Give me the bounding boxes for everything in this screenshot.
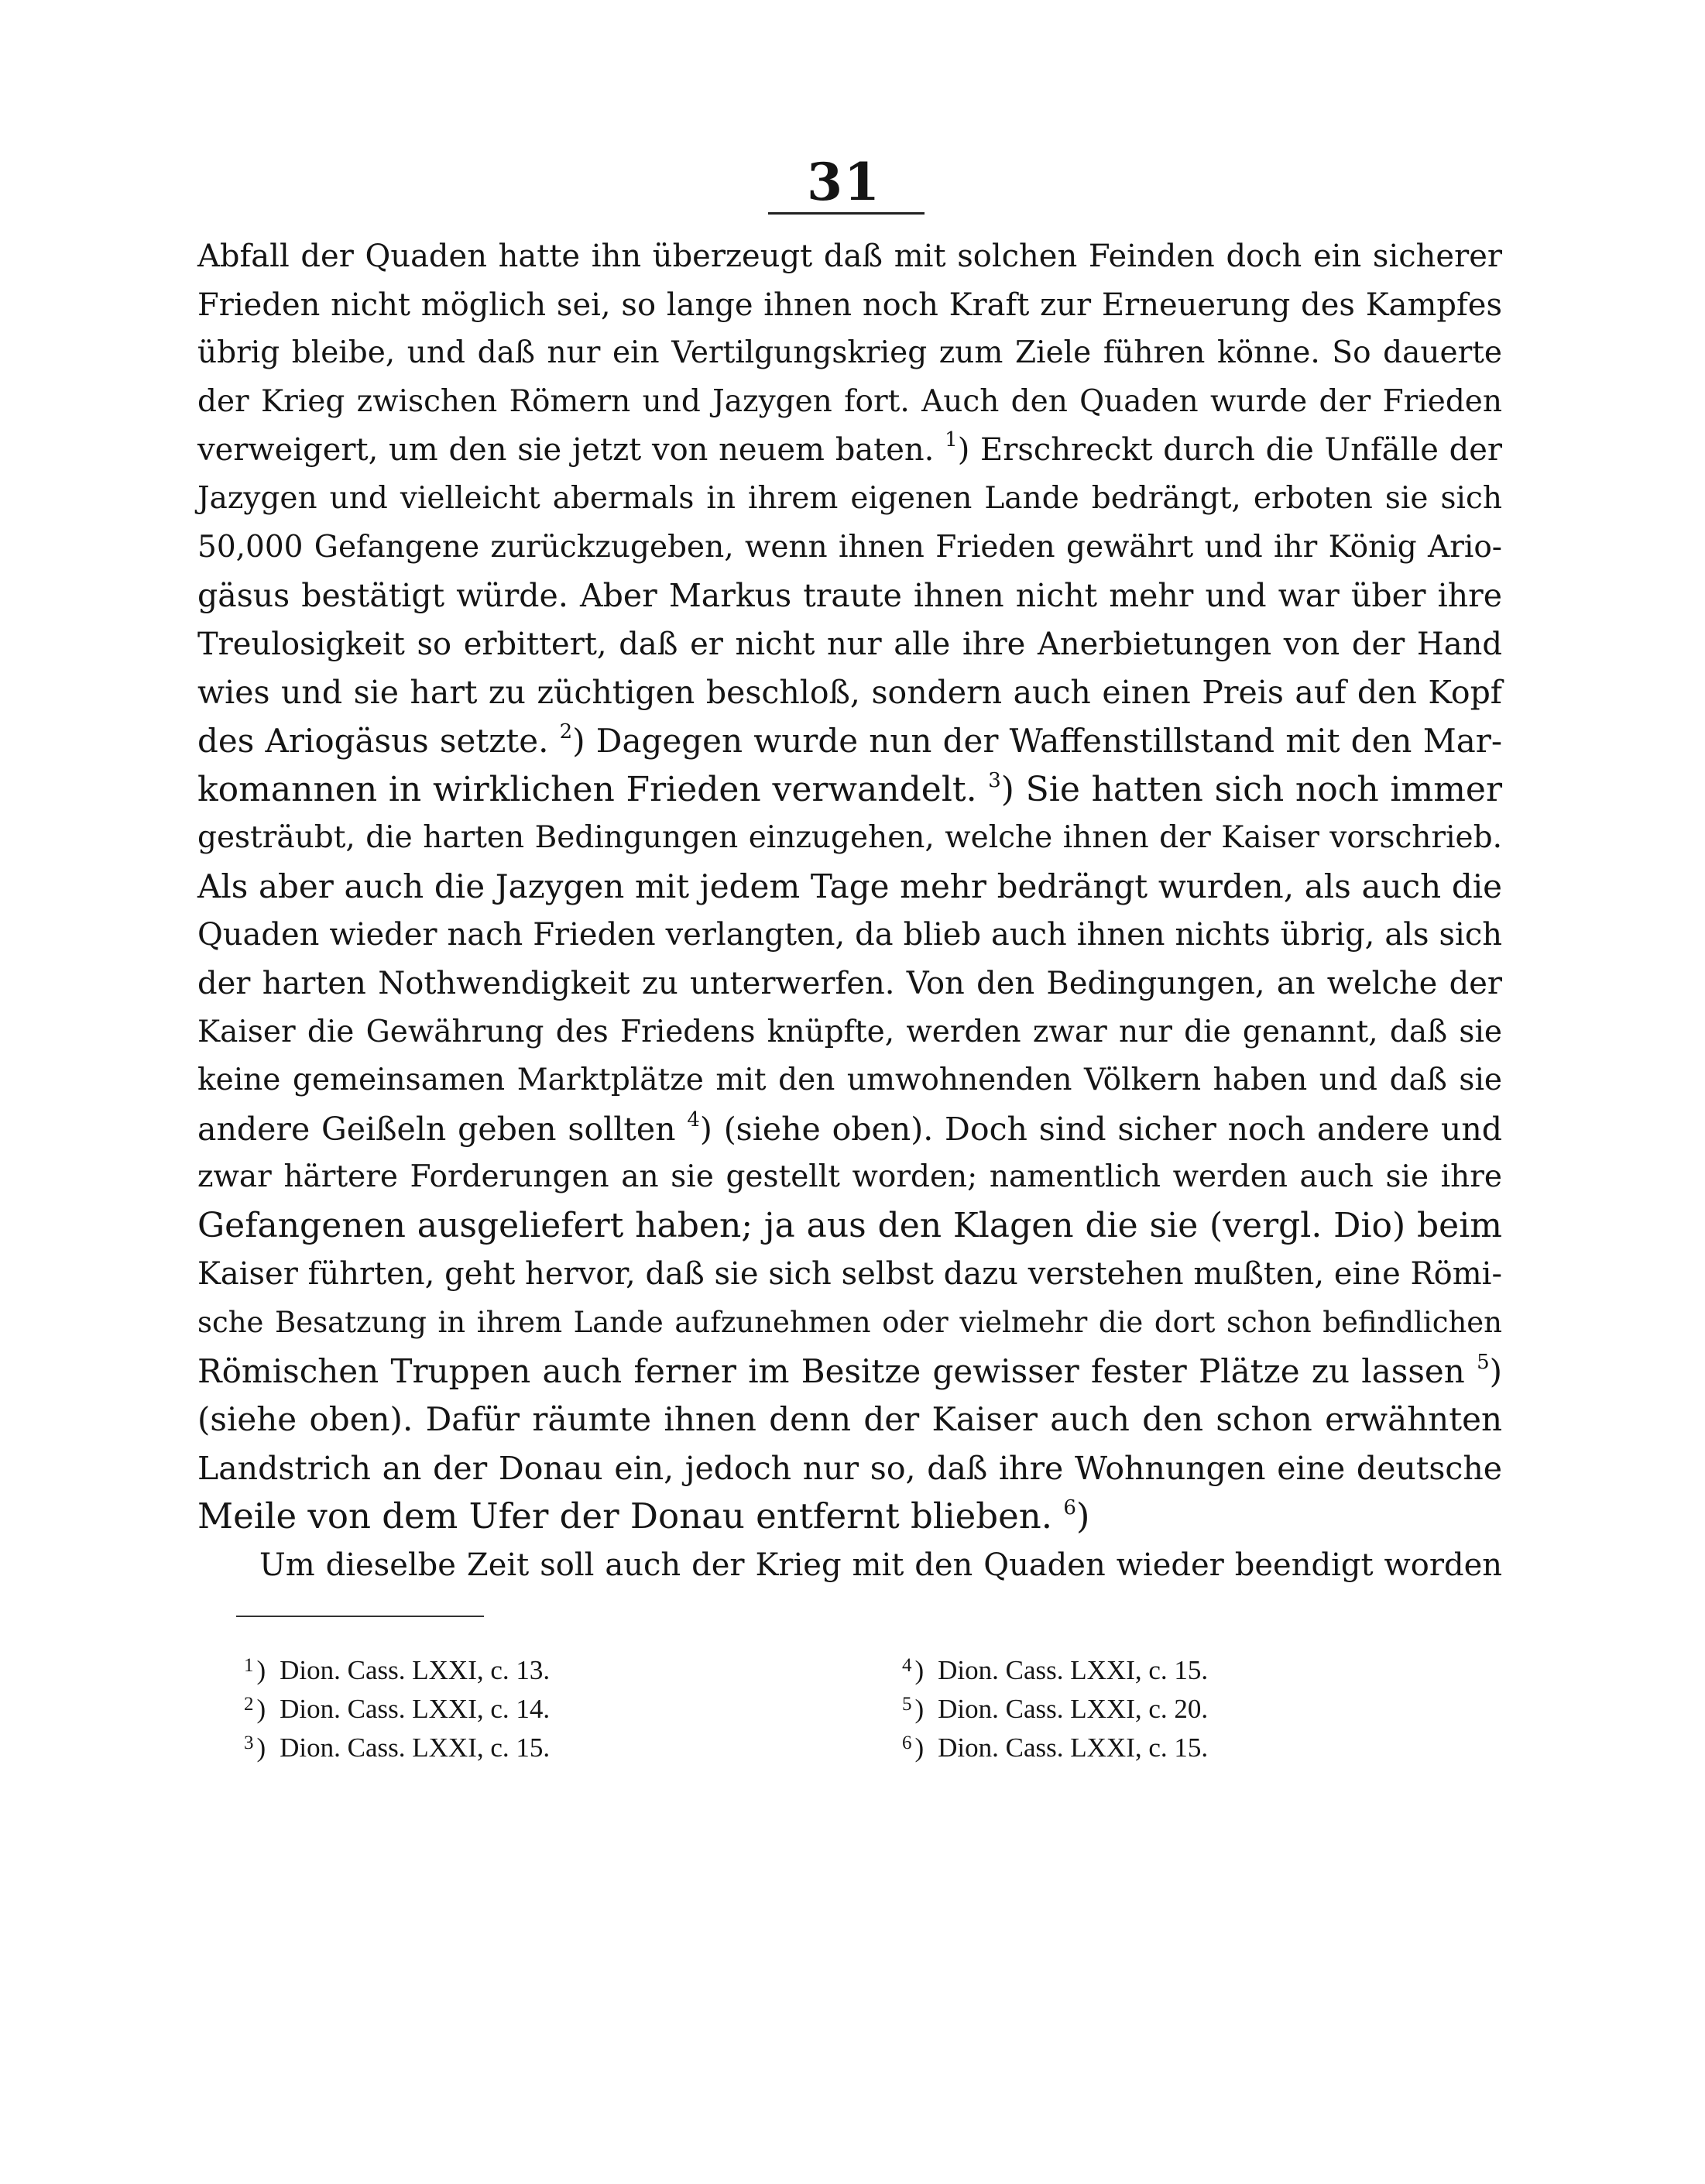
- text-segment: Meile von dem Ufer der Donau entfernt blieben.: [197, 1495, 1064, 1537]
- footnote: [902, 1724, 1460, 1763]
- text-segment: Treulosigkeit so erbittert, daß er nicht nur alle ihre Anerbietungen von der Hand: [197, 626, 1502, 662]
- text-line: [197, 1396, 1502, 1444]
- page-number-rule: [768, 212, 925, 215]
- footnote-number: 4: [902, 1655, 912, 1676]
- text-segment: Landstrich an der Donau ein, jedoch nur so, daß ihre Wohnungen eine deutsche: [197, 1449, 1502, 1487]
- footnote: [244, 1685, 801, 1724]
- text-segment: Kaiser führten, geht hervor, daß sie sich selbst dazu verstehen mußten, eine Römi-: [197, 1256, 1502, 1293]
- page-number: 31: [807, 152, 881, 212]
- text-line: [197, 1492, 1502, 1541]
- text-line: [197, 281, 1502, 330]
- footnote-separator: [236, 1616, 484, 1617]
- text-segment: Als aber auch die Jazygen mit jedem Tage mehr bedrängt wurden, als auch die: [197, 867, 1502, 905]
- text-line: [197, 1202, 1502, 1251]
- text-segment: Jazygen und vielleicht abermals in ihrem eigenen Lande bedrängt, erboten sie sich: [197, 480, 1502, 516]
- text-line: [197, 232, 1502, 281]
- footnote-paren: ): [914, 1694, 925, 1724]
- text-line: [197, 1299, 1502, 1348]
- text-segment: wies und sie hart zu züchtigen beschloß, sondern auch einen Preis auf den Kopf: [197, 674, 1502, 712]
- text-segment: ) Erschreckt durch die Unfälle der: [957, 432, 1503, 469]
- footnote: [244, 1724, 801, 1763]
- text-segment: Römischen Truppen auch ferner im Besitze gewisser fester Plätze zu lassen: [197, 1351, 1477, 1390]
- text-segment: ) Sie hatten sich noch immer: [1000, 769, 1502, 809]
- text-segment: sche Besatzung in ihrem Lande aufzunehmen oder vielmehr die dort schon befindlichen: [197, 1306, 1502, 1340]
- text-segment: ) (siehe oben). Doch sind sicher noch andere und: [699, 1110, 1502, 1148]
- text-segment: Frieden nicht möglich sei, so lange ihnen noch Kraft zur Erneuerung des Kampfes: [197, 287, 1502, 323]
- text-line: [197, 1105, 1502, 1154]
- text-line: [197, 620, 1502, 669]
- text-segment: ): [1489, 1351, 1502, 1390]
- text-segment: Abfall der Quaden hatte ihn überzeugt daß mit solchen Feinden doch ein sicherer: [197, 239, 1502, 274]
- footnote-citation: Dion. Cass. LXXI, c. 15.: [938, 1732, 1209, 1763]
- text-segment: komannen in wirklichen Frieden verwandelt.: [197, 769, 989, 809]
- footnote-reference: 4: [687, 1107, 700, 1131]
- footnote-paren: ): [914, 1655, 925, 1685]
- text-segment: gäsus bestätigt würde. Aber Markus traute ihnen nicht mehr und war über ihre: [197, 577, 1502, 615]
- footnote-number: 5: [902, 1694, 912, 1715]
- text-line: [197, 572, 1502, 620]
- text-segment: Kaiser die Gewährung des Friedens knüpfte, werden zwar nur die genannt, daß sie: [197, 1014, 1502, 1049]
- text-segment: verweigert, um den sie jetzt von neuem baten.: [197, 432, 945, 469]
- text-segment: der harten Nothwendigkeit zu unterwerfen. Von den Bedingungen, an welche der: [197, 965, 1502, 1001]
- text-line: [197, 1008, 1502, 1057]
- text-line: [197, 863, 1502, 912]
- footnote: [902, 1647, 1460, 1685]
- text-segment: ) Dagegen wurde nun der Waffenstillstand mit den Mar-: [572, 721, 1503, 760]
- text-line: [197, 426, 1502, 475]
- text-line: [197, 668, 1502, 717]
- footnote-citation: Dion. Cass. LXXI, c. 20.: [938, 1694, 1209, 1724]
- text-line: [197, 960, 1502, 1008]
- footnote-number: 2: [244, 1694, 254, 1715]
- text-line: [197, 911, 1502, 960]
- text-line: [197, 717, 1502, 766]
- text-segment: übrig bleibe, und daß nur ein Vertilgungskrieg zum Ziele führen könne. So dauerte: [197, 335, 1502, 371]
- text-segment: keine gemeinsamen Marktplätze mit den umwohnenden Völkern haben und daß sie: [197, 1063, 1502, 1098]
- footnote-reference: 5: [1477, 1350, 1490, 1374]
- footnote: [244, 1647, 801, 1685]
- footnote: [902, 1685, 1460, 1724]
- footnote-number: 3: [244, 1732, 254, 1753]
- footnote-citation: Dion. Cass. LXXI, c. 14.: [280, 1694, 551, 1724]
- footnote-citation: Dion. Cass. LXXI, c. 13.: [280, 1655, 551, 1685]
- text-line: [197, 378, 1502, 427]
- footnote-reference: 1: [945, 428, 958, 452]
- text-segment: ): [1075, 1495, 1090, 1537]
- body-text: [197, 232, 1502, 1590]
- text-line: [197, 1541, 1502, 1590]
- text-line: [197, 814, 1502, 863]
- text-segment: andere Geißeln geben sollten: [197, 1110, 688, 1148]
- footnotes-left-column: [244, 1647, 801, 1763]
- text-segment: der Krieg zwischen Römern und Jazygen fort. Auch den Quaden wurde der Frieden: [197, 383, 1502, 419]
- text-segment: des Ariogäsus setzte.: [197, 721, 560, 760]
- footnotes-right-column: [902, 1647, 1460, 1763]
- footnote-number: 6: [902, 1732, 912, 1753]
- footnote-paren: ): [256, 1732, 266, 1763]
- text-segment: 50,000 Gefangene zurückzugeben, wenn ihnen Frieden gewährt und ihr König Ario-: [197, 529, 1502, 565]
- footnote-paren: ): [256, 1655, 266, 1685]
- text-line: [197, 1444, 1502, 1493]
- footnote-citation: Dion. Cass. LXXI, c. 15.: [280, 1732, 551, 1763]
- text-segment: Quaden wieder nach Frieden verlangten, da blieb auch ihnen nichts übrig, als sich: [197, 917, 1502, 953]
- text-segment: zwar härtere Forderungen an sie gestellt worden; namentlich werden auch sie ihre: [197, 1159, 1502, 1195]
- text-line: [197, 1348, 1502, 1396]
- text-line: [197, 1153, 1502, 1202]
- text-segment: gesträubt, die harten Bedingungen einzugehen, welche ihnen der Kaiser vorschrieb.: [197, 820, 1502, 856]
- text-segment: (siehe oben). Dafür räumte ihnen denn der Kaiser auch den schon erwähnten: [197, 1400, 1502, 1439]
- footnote-paren: ): [914, 1732, 925, 1763]
- text-segment: Um dieselbe Zeit soll auch der Krieg mit den Quaden wieder beendigt worden: [259, 1547, 1502, 1584]
- text-line: [197, 475, 1502, 524]
- text-line: [197, 524, 1502, 572]
- text-segment: Gefangenen ausgeliefert haben; ja aus den Klagen die sie (vergl. Dio) beim: [197, 1205, 1502, 1245]
- footnote-paren: ): [256, 1694, 266, 1724]
- text-line: [197, 1056, 1502, 1105]
- footnote-reference: 2: [559, 719, 573, 743]
- footnote-reference: 6: [1063, 1496, 1076, 1520]
- footnote-number: 1: [244, 1655, 254, 1676]
- text-line: [197, 329, 1502, 378]
- text-line: [197, 1250, 1502, 1299]
- footnote-reference: 3: [988, 768, 1001, 792]
- text-line: [197, 766, 1502, 815]
- footnote-citation: Dion. Cass. LXXI, c. 15.: [938, 1655, 1209, 1685]
